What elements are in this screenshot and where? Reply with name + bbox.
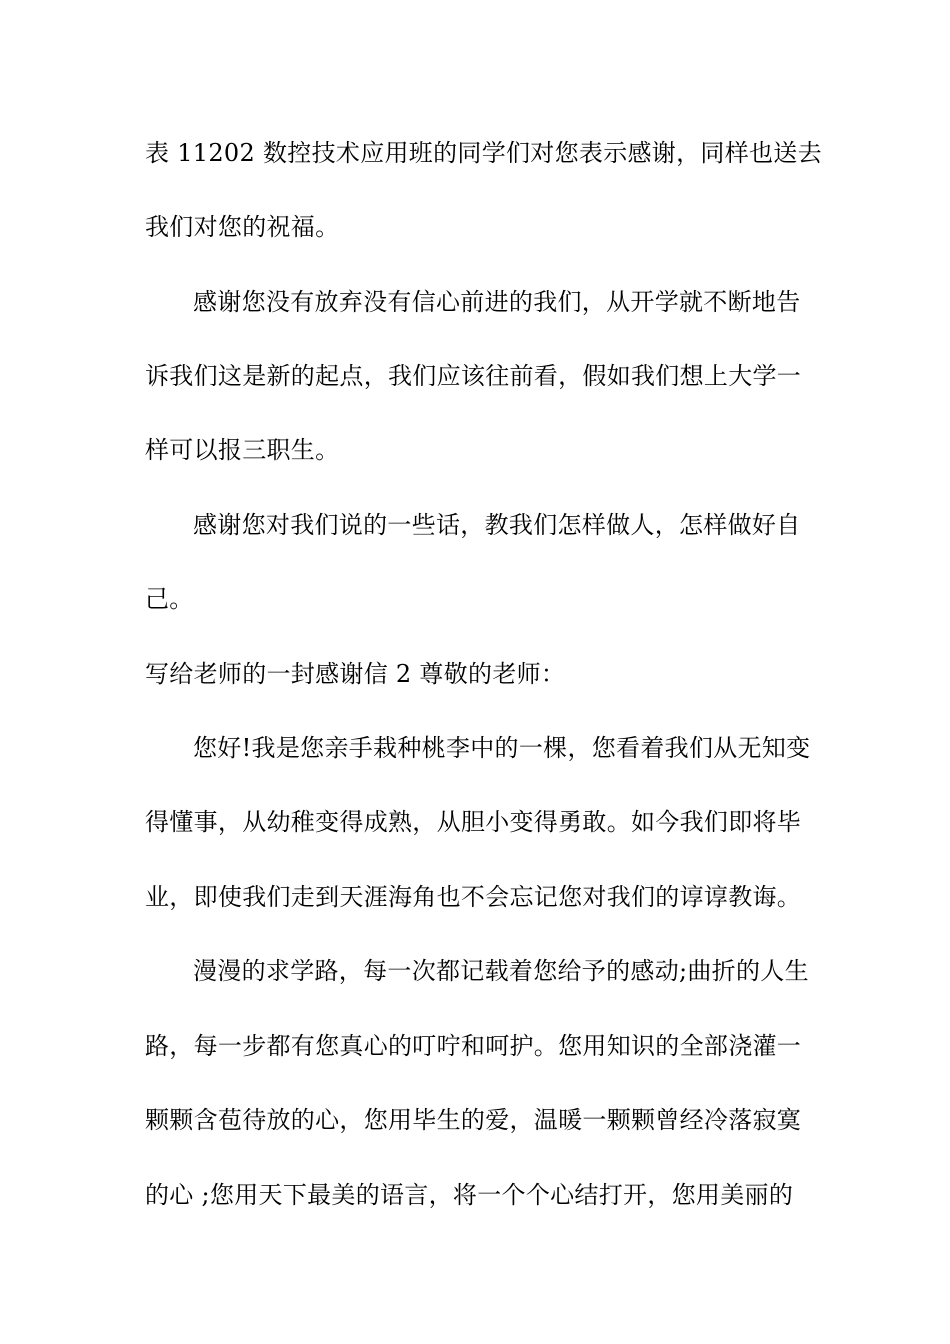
text-line: 我们对您的祝福。	[145, 213, 340, 241]
text-line: 诉我们这是新的起点，我们应该往前看，假如我们想上大学一	[145, 362, 802, 390]
text-line: 业，即使我们走到天涯海角也不会忘记您对我们的谆谆教诲。	[145, 883, 802, 911]
text-line: 样可以报三职生。	[145, 436, 340, 464]
paragraph-start-line: 您好!我是您亲手栽种桃李中的一棵，您看着我们从无知变	[193, 734, 811, 762]
text-line: 的心 ;您用天下最美的语言，将一个个心结打开，您用美丽的	[145, 1181, 794, 1209]
paragraph-start-line: 漫漫的求学路，每一次都记载着您给予的感动;曲折的人生	[193, 957, 809, 985]
text-line: 路，每一步都有您真心的叮咛和呵护。您用知识的全部浇灌一	[145, 1032, 802, 1060]
letter-heading-line: 写给老师的一封感谢信 2 尊敬的老师：	[145, 660, 566, 688]
text-line: 得懂事，从幼稚变得成熟，从胆小变得勇敢。如今我们即将毕	[145, 808, 802, 836]
paragraph-start-line: 感谢您没有放弃没有信心前进的我们，从开学就不断地告	[193, 288, 801, 316]
text-line: 颗颗含苞待放的心，您用毕生的爱，温暖一颗颗曾经冷落寂寞	[145, 1106, 802, 1134]
text-line: 表 11202 数控技术应用班的同学们对您表示感谢，同样也送去	[145, 139, 822, 167]
text-line: 己。	[145, 585, 194, 613]
paragraph-start-line: 感谢您对我们说的一些话，教我们怎样做人，怎样做好自	[193, 511, 801, 539]
